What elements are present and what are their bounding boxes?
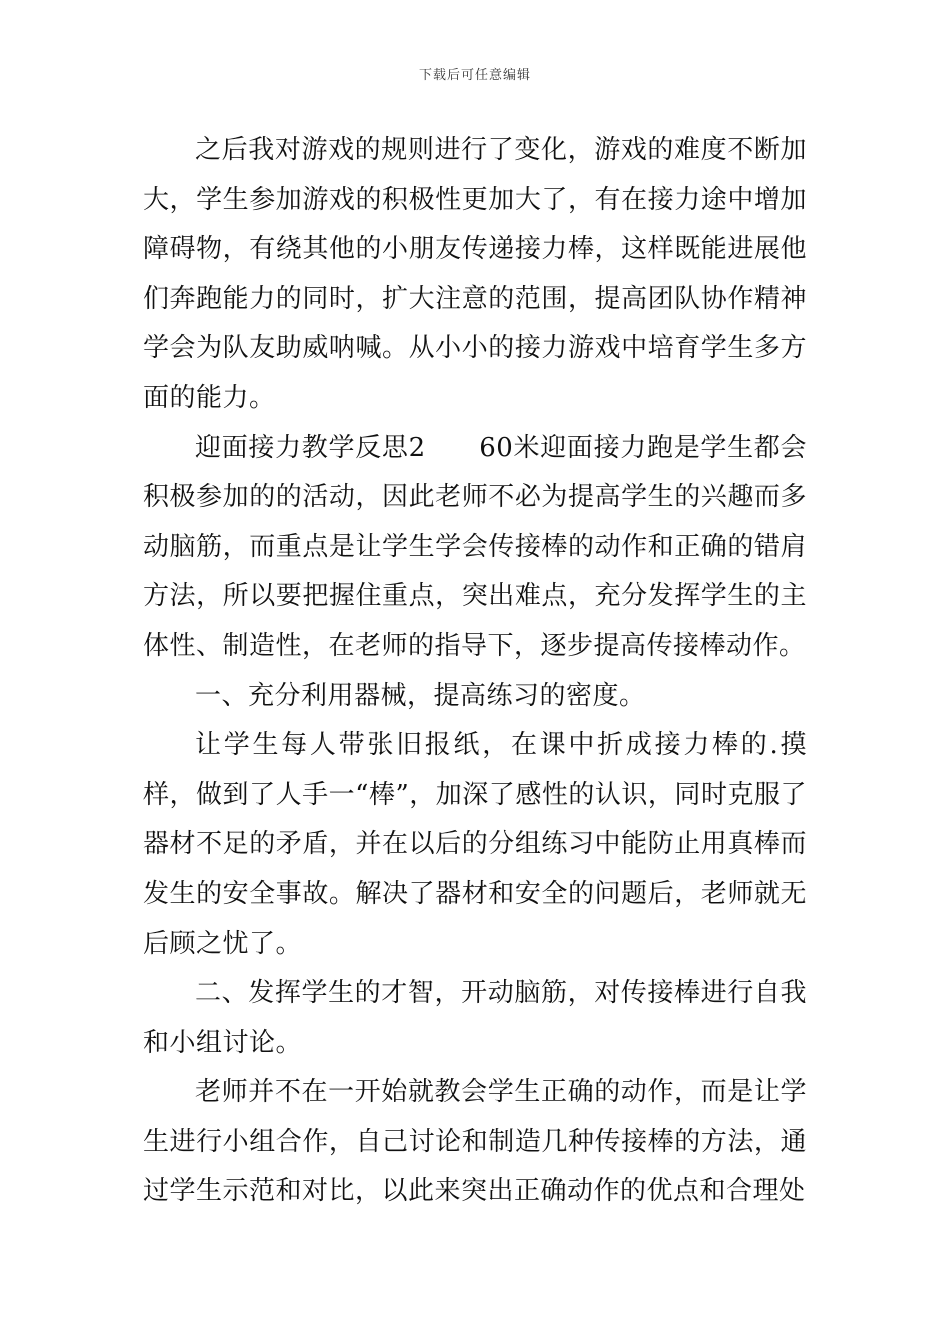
- paragraph: 之后我对游戏的规则进行了变化，游戏的难度不断加大，学生参加游戏的积极性更加大了，有在接力途中增加障碍物，有绕其他的小朋友传递接力棒，这样既能进展他们奔跑能力的同时，扩大注意的范围，提高团队协作精神学会为队友助威呐喊。从小小的接力游戏中培育学生多方面的能力。: [143, 135, 807, 413]
- paragraph: 二、发挥学生的才智，开动脑筋，对传接棒进行自我和小组讨论。: [143, 978, 807, 1058]
- paragraph: 迎面接力教学反思2 60米迎面接力跑是学生都会积极参加的的活动，因此老师不必为提高学生的兴趣而多动脑筋，而重点是让学生学会传接棒的动作和正确的错肩方法，所以要把握住重点，突出难点，充分发挥学生的主体性、制造性，在老师的指导下，逐步提高传接棒动作。: [143, 432, 807, 661]
- document-body: [143, 126, 807, 1217]
- paragraph: 让学生每人带张旧报纸，在课中折成接力棒的.摸样，做到了人手一“棒”，加深了感性的认识，同时克服了器材不足的矛盾，并在以后的分组练习中能防止用真棒而发生的安全事故。解决了器材和安全的问题后，老师就无后顾之忧了。: [143, 730, 807, 959]
- paragraph: 一、充分利用器械，提高练习的密度。: [195, 680, 646, 711]
- page-header: 下载后可任意编辑: [418, 68, 531, 83]
- paragraph: 老师并不在一开始就教会学生正确的动作，而是让学生进行小组合作，自己讨论和制造几种传接棒的方法，通过学生示范和对比，以此来突出正确动作的优点和合理处: [143, 1077, 807, 1207]
